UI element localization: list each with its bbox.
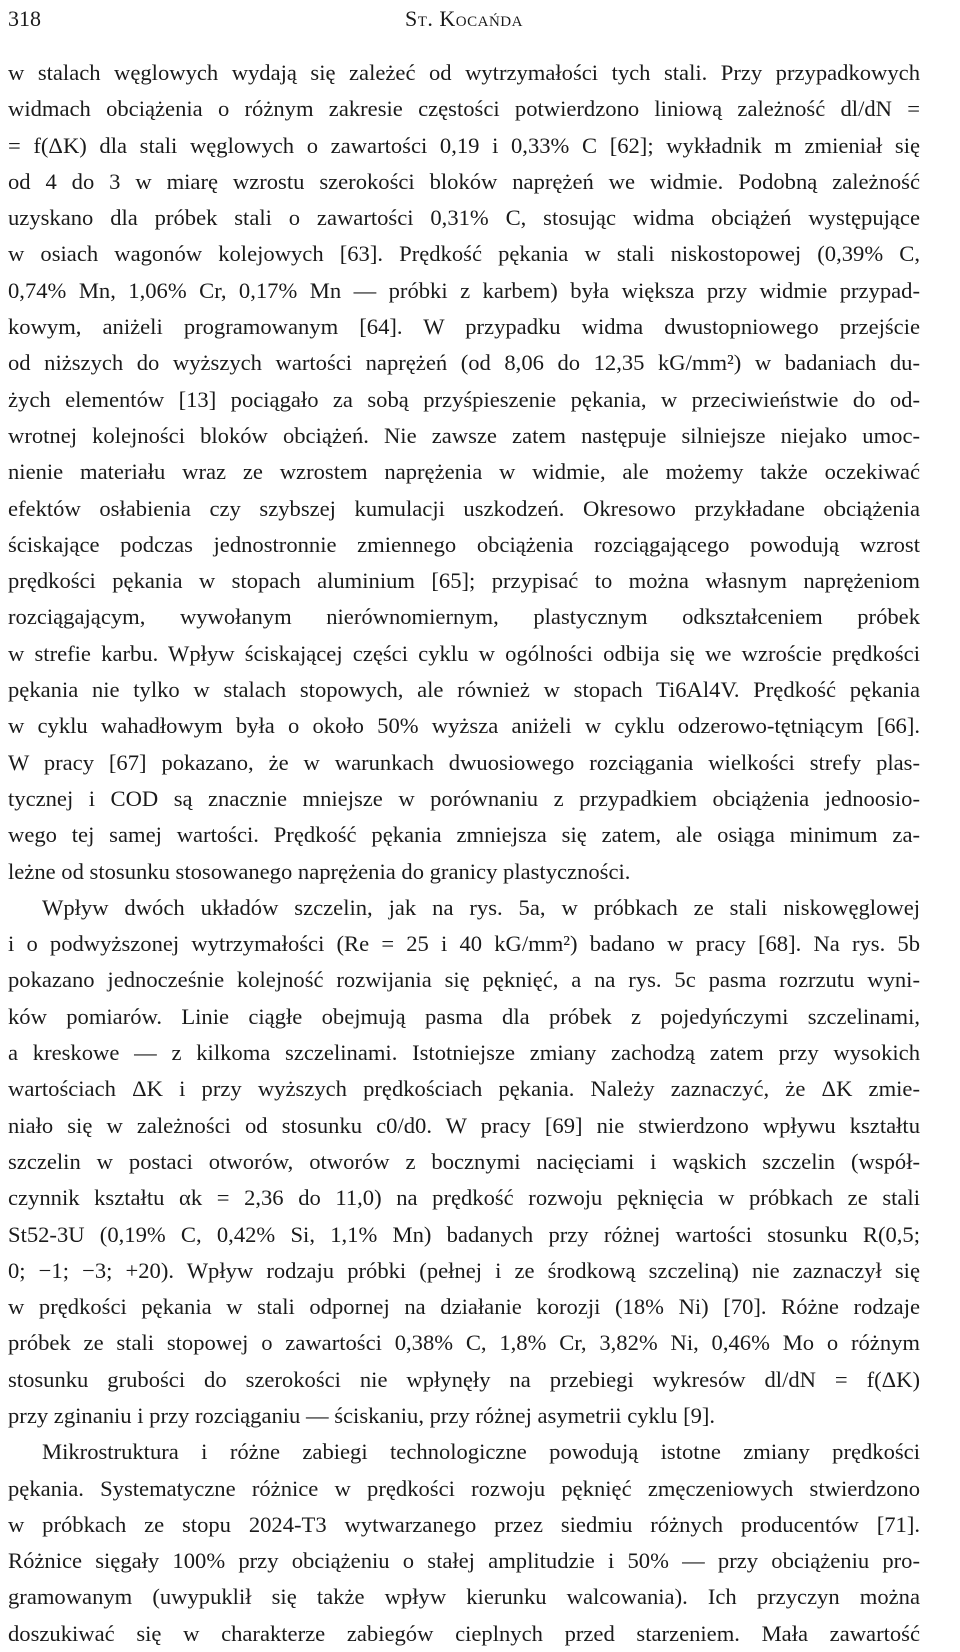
- text-line: w prędkości pękania w stali odpornej na działanie korozji (18% Ni) [70]. Różne rodzaje: [8, 1294, 920, 1320]
- text-line: żych elementów [13] pociągało za sobą przyśpieszenie pękania, w przeciwieństwie do od-: [8, 386, 920, 412]
- text-line: w strefie karbu. Wpływ ściskającej części cyklu w ogólności odbija się we wzroście prędkości: [8, 640, 920, 666]
- text-line: = f(ΔK) dla stali węglowych o zawartości 0,19 i 0,33% C [62]; wykładnik m zmieniał się: [8, 132, 920, 158]
- text-line: St52-3U (0,19% C, 0,42% Si, 1,1% Mn) badanych przy różnej wartości stosunku R(0,5;: [8, 1221, 920, 1247]
- text-line: kowym, aniżeli programowanym [64]. W przypadku widma dwustopniowego przejście: [8, 314, 920, 340]
- text-line: pękania. Systematyczne różnice w prędkości rozwoju pęknięć zmęczeniowych stwierdzono: [8, 1475, 920, 1501]
- text-line: gramowanym (uwypuklił się także wpływ kierunku walcowania). Ich przyczyn można: [8, 1584, 920, 1610]
- text-line: próbek ze stali stopowej o zawartości 0,38% C, 1,8% Cr, 3,82% Ni, 0,46% Mo o różnym: [8, 1330, 920, 1356]
- text-line: leżne od stosunku stosowanego naprężenia do granicy plastyczności.: [8, 858, 631, 884]
- running-head: St. Kocańda: [405, 6, 523, 31]
- text-line: od niższych do wyższych wartości naprężeń (od 8,06 do 12,35 kG/mm²) w badaniach du-: [8, 350, 920, 376]
- body-text: [8, 55, 920, 1652]
- text-line: pękania nie tylko w stalach stopowych, ale również w stopach Ti6Al4V. Prędkość pękania: [8, 677, 920, 703]
- text-line: 0; −1; −3; +20). Wpływ rodzaju próbki (pełnej i ze środkową szczeliną) nie zaznaczył się: [8, 1257, 920, 1283]
- text-line: wartościach ΔK i przy wyższych prędkościach pękania. Należy zaznaczyć, że ΔK zmie-: [8, 1076, 920, 1102]
- text-line: niało się w zależności od stosunku c0/d0. W pracy [69] nie stwierdzono wpływu kształtu: [8, 1112, 920, 1138]
- text-line: nienie materiału wraz ze wzrostem naprężenia w widmie, ale możemy także oczekiwać: [8, 459, 920, 485]
- text-line: Wpływ dwóch układów szczelin, jak na rys. 5a, w próbkach ze stali niskowęglowej: [42, 894, 920, 920]
- text-line: doszukiwać się w charakterze zabiegów cieplnych przed starzeniem. Mała zawartość: [8, 1620, 920, 1646]
- text-line: w stalach węglowych wydają się zależeć od wytrzymałości tych stali. Przy przypadkowych: [8, 60, 920, 85]
- text-line: stosunku grubości do szerokości nie wpłynęły na przebiegi wykresów dl/dN = f(ΔK): [8, 1366, 920, 1392]
- text-line: tycznej i COD są znacznie mniejsze w porównaniu z przypadkiem obciążenia jednoosio-: [8, 785, 920, 811]
- text-line: w próbkach ze stopu 2024-T3 wytwarzanego przez siedmiu różnych producentów [71].: [8, 1511, 920, 1537]
- text-line: 0,74% Mn, 1,06% Cr, 0,17% Mn — próbki z karbem) była większa przy widmie przypad-: [8, 277, 920, 303]
- text-line: w cyklu wahadłowym była o około 50% wyższa aniżeli w cyklu odzerowo-tętniącym [66].: [8, 713, 920, 739]
- text-line: ściskające podczas jednostronnie zmiennego obciążenia rozciągającego powodują wzrost: [8, 531, 920, 557]
- text-line: pokazano jednocześnie kolejność rozwijania się pęknięć, a na rys. 5c pasma rozrzutu wyni-: [8, 967, 920, 993]
- text-line: uzyskano dla próbek stali o zawartości 0,31% C, stosując widma obciążeń występujące: [8, 205, 920, 231]
- text-line: a kreskowe — z kilkoma szczelinami. Istotniejsze zmiany zachodzą zatem przy wysokich: [8, 1040, 920, 1066]
- text-line: od 4 do 3 w miarę wzrostu szerokości bloków naprężeń we widmie. Podobną zależność: [8, 168, 920, 194]
- text-line: w osiach wagonów kolejowych [63]. Prędkość pękania w stali niskostopowej (0,39% C,: [8, 241, 920, 267]
- text-line: Różnice sięgały 100% przy obciążeniu o stałej amplitudzie i 50% — przy obciążeniu pro-: [8, 1548, 920, 1574]
- text-line: przy zginaniu i przy rozciąganiu — ściskaniu, przy różnej asymetrii cyklu [9].: [8, 1402, 716, 1428]
- text-line: efektów osłabienia czy szybszej kumulacji uszkodzeń. Okresowo przykładane obciążenia: [8, 495, 920, 521]
- text-line: i o podwyższonej wytrzymałości (Re = 25 i 40 kG/mm²) badano w pracy [68]. Na rys. 5b: [8, 931, 920, 957]
- page-header: [8, 6, 920, 36]
- text-line: ków pomiarów. Linie ciągłe obejmują pasma dla próbek z pojedyńczymi szczelinami,: [8, 1003, 920, 1029]
- text-line: czynnik kształtu αk = 2,36 do 11,0) na prędkość rozwoju pęknięcia w próbkach ze stali: [8, 1185, 920, 1211]
- text-line: Mikrostruktura i różne zabiegi technologiczne powodują istotne zmiany prędkości: [42, 1439, 920, 1465]
- text-line: rozciągającym, wywołanym nierównomiernym, plastycznym odkształceniem próbek: [8, 604, 920, 630]
- text-line: W pracy [67] pokazano, że w warunkach dwuosiowego rozciągania wielkości strefy plas-: [8, 749, 920, 775]
- text-line: widmach obciążenia o różnym zakresie częstości potwierdzono liniową zależność dl/dN =: [8, 96, 920, 122]
- page-number: 318: [8, 6, 41, 31]
- text-line: szczelin w postaci otworów, otworów z bocznymi nacięciami i wąskich szczelin (współ-: [8, 1148, 920, 1174]
- text-line: wego tej samej wartości. Prędkość pękania zmniejsza się zatem, ale osiąga minimum za-: [8, 822, 920, 848]
- text-line: prędkości pękania w stopach aluminium [65]; przypisać to można własnym naprężeniom: [8, 568, 920, 594]
- text-line: wrotnej kolejności bloków obciążeń. Nie zawsze zatem następuje silniejsze niejako umoc-: [8, 422, 920, 448]
